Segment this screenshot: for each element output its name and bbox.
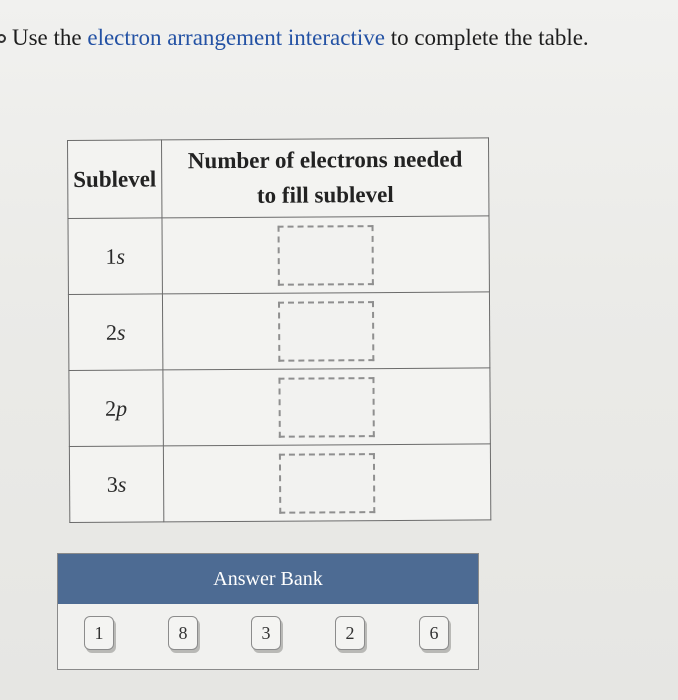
sublevel-letter: s (116, 319, 126, 345)
answer-chip[interactable]: 6 (419, 616, 449, 650)
drop-target-1s[interactable] (278, 225, 374, 286)
answer-bank-title: Answer Bank (58, 554, 478, 604)
table-row (68, 292, 489, 371)
bullet-icon (0, 34, 6, 43)
sublevel-cell (69, 446, 163, 523)
instruction-text (0, 18, 589, 58)
answer-chip[interactable]: 1 (84, 616, 114, 650)
drop-target-3s[interactable] (279, 453, 375, 514)
header-electrons-line1: Number of electrons needed (187, 146, 463, 174)
answer-cell (162, 292, 489, 370)
answer-bank-body (58, 604, 478, 669)
sublevel-number: 3 (106, 471, 118, 497)
instruction-suffix: to complete the table. (390, 25, 589, 50)
sublevel-table (67, 137, 491, 523)
answer-cell (163, 368, 490, 446)
sublevel-cell (68, 218, 162, 295)
answer-bank (57, 553, 479, 670)
drop-target-2p[interactable] (278, 377, 374, 438)
sublevel-number: 2 (105, 319, 117, 345)
table-header-row (68, 138, 489, 219)
table-row (69, 368, 490, 447)
sublevel-cell (69, 370, 163, 447)
sublevel-cell (68, 294, 162, 371)
answer-cell (162, 216, 489, 294)
table-row (68, 216, 489, 295)
sublevel-number: 1 (105, 243, 117, 269)
sublevel-number: 2 (105, 395, 117, 421)
header-electrons (162, 138, 489, 218)
drop-target-2s[interactable] (278, 301, 374, 362)
sublevel-letter: p (116, 395, 128, 421)
interactive-link[interactable]: electron arrangement interactive (87, 25, 385, 50)
header-sublevel: Sublevel (68, 140, 162, 219)
answer-chip[interactable]: 2 (335, 616, 365, 650)
sublevel-letter: s (116, 243, 126, 269)
instruction-prefix: Use the (12, 25, 82, 50)
answer-chip[interactable]: 8 (168, 616, 198, 650)
sublevel-letter: s (117, 471, 127, 497)
table-row (69, 444, 490, 523)
answer-chip[interactable]: 3 (251, 616, 281, 650)
answer-cell (163, 444, 490, 522)
header-electrons-line2: to fill sublevel (256, 181, 394, 208)
